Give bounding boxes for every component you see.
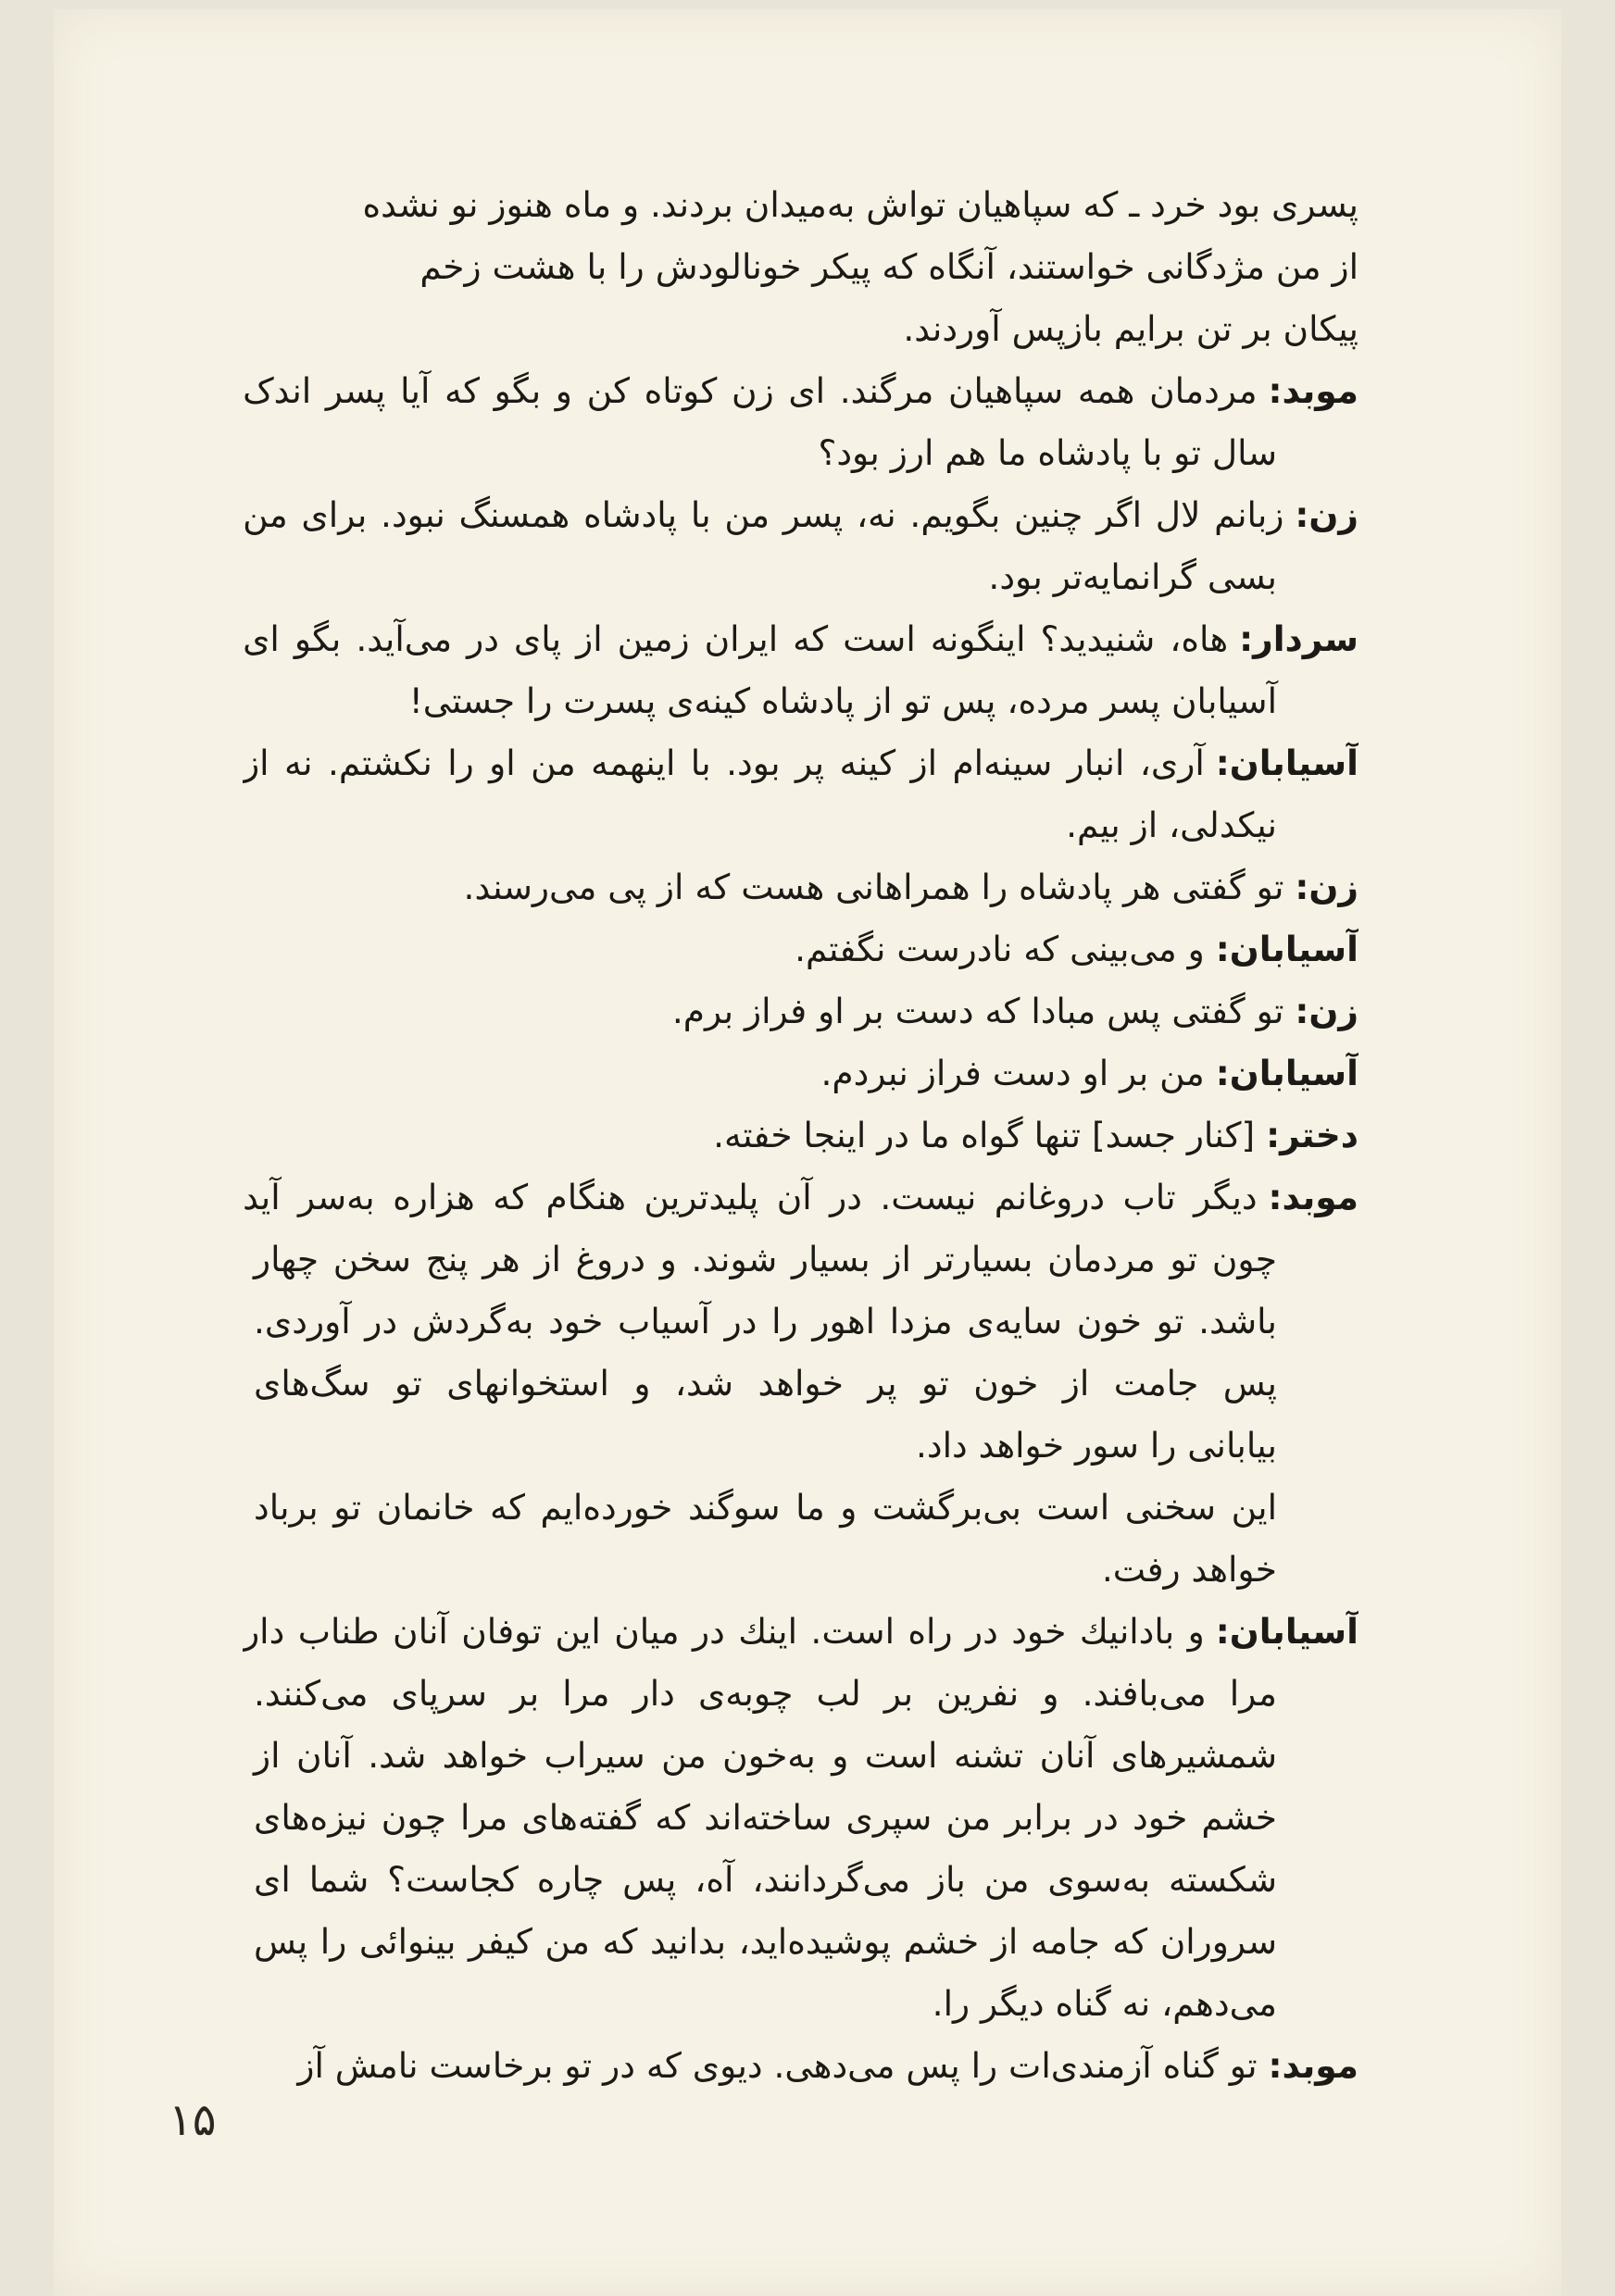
line-text: چون تو مردمان بسیارتر از بسیار شوند. و دروغ از هر پنج سخن چهار xyxy=(254,1239,1277,1279)
line-text: تو گفتی پس مبادا که دست بر او فراز برم. xyxy=(671,991,1284,1031)
speaker-name: زن: xyxy=(1295,867,1358,907)
speaker-name: سردار: xyxy=(1239,618,1358,659)
dialogue-continuation-line xyxy=(243,1973,1358,2035)
line-text: می‌دهم، نه گناه دیگر را. xyxy=(932,1983,1277,2024)
dialogue-continuation-line xyxy=(243,1353,1358,1415)
dialogue-continuation-line xyxy=(243,1539,1358,1601)
dialogue-continuation-line xyxy=(243,670,1358,732)
dialogue-continuation-line xyxy=(243,1849,1358,1911)
line-text: مردمان همه سپاهیان مرگند. ای زن کوتاه کن و بگو که آیا پسر اندک xyxy=(243,370,1258,411)
line-text: پس جامت از خون تو پر خواهد شد، و استخوانهای تو سگ‌های xyxy=(254,1363,1277,1404)
speaker-name: آسیابان: xyxy=(1215,1611,1358,1652)
line-text: هاه، شنیدید؟ اینگونه است که ایران زمین از پای در می‌آید. بگو ای xyxy=(243,618,1229,659)
line-text: مرا می‌بافند. و نفرین بر لب چوبه‌ی دار مرا بر سرپای می‌کنند. xyxy=(254,1673,1277,1714)
page-body-text xyxy=(243,174,1358,2097)
dialogue-line xyxy=(243,2035,1358,2097)
dialogue-continuation-line xyxy=(243,546,1358,608)
line-text: بسی گرانمایه‌تر بود. xyxy=(988,556,1277,597)
speaker-name: موبد: xyxy=(1268,2045,1358,2086)
line-text: تو گناه آزمندی‌ات را پس می‌دهی. دیوی که در تو برخاست نامش آز xyxy=(297,2045,1258,2086)
dialogue-continuation-line xyxy=(243,1477,1358,1539)
line-text: زبانم لال اگر چنین بگویم. نه، پسر من با پادشاه همسنگ نبود. برای من xyxy=(243,494,1284,535)
dialogue-continuation-line xyxy=(243,1415,1358,1477)
dialogue-line xyxy=(243,608,1358,670)
line-text: و می‌بینی که نادرست نگفتم. xyxy=(795,929,1205,969)
dialogue-line xyxy=(243,1167,1358,1229)
line-text: از من مژدگانی خواستند، آنگاه که پیکر خونالودش را با هشت زخم xyxy=(419,246,1358,287)
dialogue-line xyxy=(243,1601,1358,1663)
line-text: باشد. تو خون سایه‌ی مزدا اهور را در آسیاب خود به‌گردش در آوردی. xyxy=(254,1301,1277,1341)
line-text: بیابانی را سور خواهد داد. xyxy=(915,1425,1277,1466)
line-text: و بادانیك خود در راه است. اینك در میان این توفان آنان طناب دار xyxy=(243,1611,1205,1652)
dialogue-continuation-line xyxy=(243,1663,1358,1725)
dialogue-line xyxy=(243,484,1358,546)
speaker-name: موبد: xyxy=(1268,1177,1358,1217)
dialogue-continuation-line xyxy=(243,298,1358,360)
speaker-name: دختر: xyxy=(1266,1115,1358,1155)
line-text: خشم خود در برابر من سپری ساخته‌اند که گفته‌های مرا چون نیزه‌های xyxy=(254,1797,1277,1838)
page-number: ۱۵ xyxy=(169,2094,217,2146)
line-text: من بر او دست فراز نبردم. xyxy=(820,1053,1205,1093)
line-text: آری، انبار سینه‌ام از کینه پر بود. با اینهمه من او را نکشتم. نه از xyxy=(243,742,1205,783)
speaker-name: آسیابان: xyxy=(1215,742,1358,783)
dialogue-continuation-line xyxy=(243,1725,1358,1787)
line-text: پیکان بر تن برایم بازپس آوردند. xyxy=(903,308,1358,349)
speaker-name: زن: xyxy=(1295,991,1358,1031)
dialogue-line xyxy=(243,174,1358,236)
line-text: سروران که جامه از خشم پوشیده‌اید، بدانید که من کیفر بینوائی را پس xyxy=(254,1921,1277,1962)
line-text: [کنار جسد] تنها گواه ما در اینجا خفته. xyxy=(713,1115,1256,1155)
line-text: تو گفتی هر پادشاه را همراهانی هست که از پی می‌رسند. xyxy=(463,867,1284,907)
line-text: خواهد رفت. xyxy=(1101,1549,1277,1590)
dialogue-continuation-line xyxy=(243,236,1358,298)
speaker-name: موبد: xyxy=(1268,370,1358,411)
speaker-name: آسیابان: xyxy=(1215,929,1358,969)
line-text: دیگر تاب دروغانم نیست. در آن پلیدترین هنگام که هزاره به‌سر آید xyxy=(243,1177,1258,1217)
dialogue-continuation-line xyxy=(243,794,1358,856)
dialogue-continuation-line xyxy=(243,1787,1358,1849)
line-text: این سخنی است بی‌برگشت و ما سوگند خورده‌ایم که خانمان تو برباد xyxy=(254,1487,1277,1528)
speaker-name: آسیابان: xyxy=(1215,1053,1358,1093)
dialogue-line xyxy=(243,980,1358,1042)
dialogue-line xyxy=(243,732,1358,794)
line-text: نیکدلی، از بیم. xyxy=(1066,805,1277,845)
line-text: شمشیرهای آنان تشنه است و به‌خون من سیراب خواهد شد. آنان از xyxy=(254,1735,1277,1776)
dialogue-continuation-line xyxy=(243,1229,1358,1291)
dialogue-line xyxy=(243,918,1358,980)
dialogue-line xyxy=(243,360,1358,422)
dialogue-line xyxy=(243,856,1358,918)
dialogue-continuation-line xyxy=(243,1911,1358,1973)
line-text: آسیابان پسر مرده، پس تو از پادشاه کینه‌ی پسرت را جستی! xyxy=(408,680,1277,721)
dialogue-line xyxy=(243,1104,1358,1167)
speaker-name: زن: xyxy=(1295,494,1358,535)
line-text: شکسته به‌سوی من باز می‌گردانند، آه، پس چاره کجاست؟ شما ای xyxy=(254,1859,1277,1900)
line-text: سال تو با پادشاه ما هم ارز بود؟ xyxy=(818,432,1277,473)
dialogue-continuation-line xyxy=(243,422,1358,484)
dialogue-line xyxy=(243,1042,1358,1104)
line-text: پسری بود خرد ـ که سپاهیان تواش به‌میدان بردند. و ماه هنوز نو نشده xyxy=(362,184,1358,225)
dialogue-continuation-line xyxy=(243,1291,1358,1353)
